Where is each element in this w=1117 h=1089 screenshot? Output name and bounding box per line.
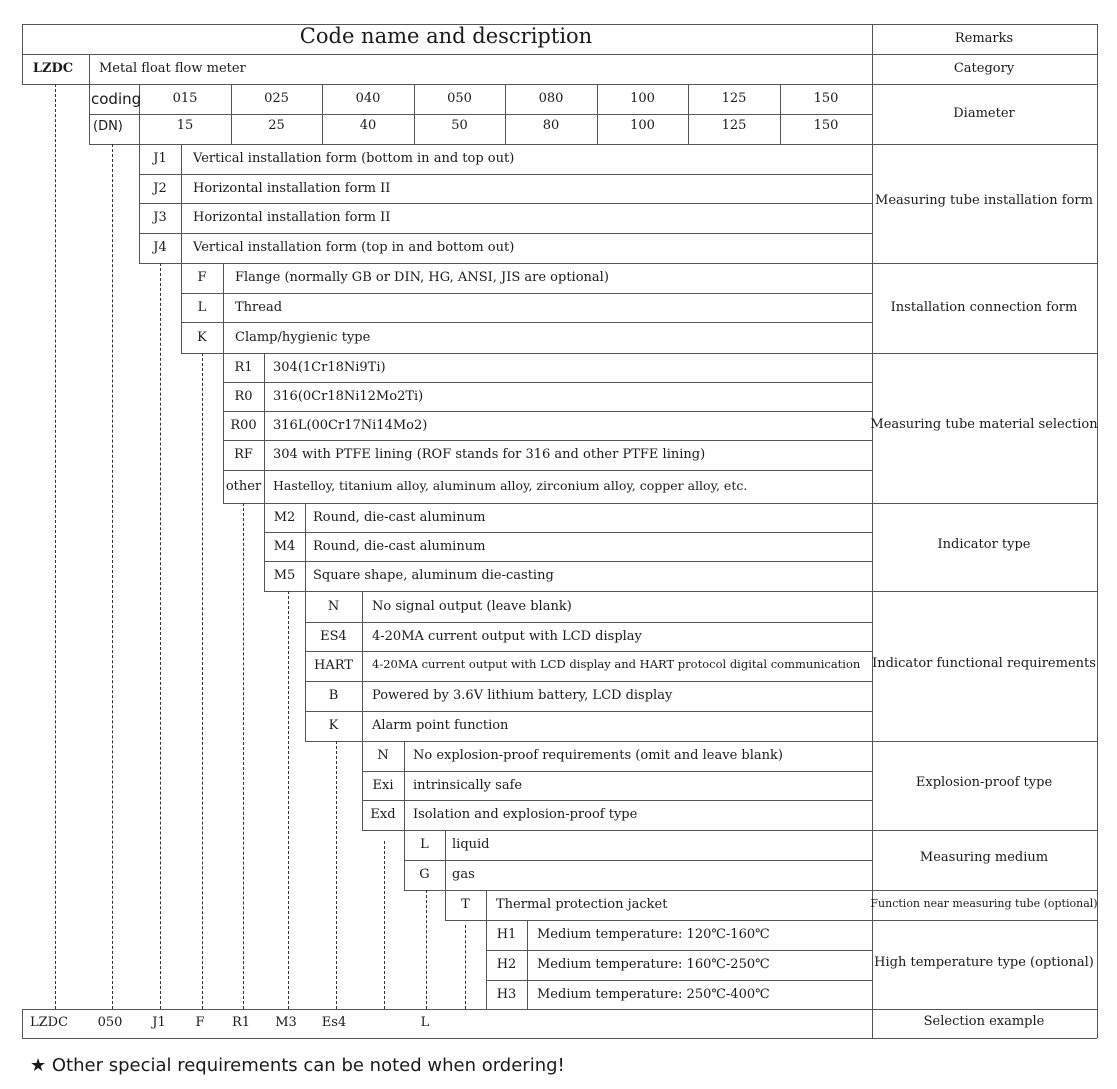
guide-tube-install: [160, 263, 161, 1009]
tube_install-row-rule: [139, 203, 872, 204]
tube_install-row-rule: [139, 174, 872, 175]
high_temp-code: H1: [496, 927, 517, 942]
jacket-remark: Function near measuring tube (optional): [870, 897, 1098, 910]
high_temp-description: Medium temperature: 250℃-400℃: [537, 986, 770, 1002]
function-row-rule: [305, 622, 872, 623]
explosion-row-rule: [362, 800, 872, 801]
indicator-left-border: [264, 503, 265, 591]
guide-diameter: [112, 144, 113, 1009]
material-row-rule: [223, 382, 872, 383]
function-row-rule: [305, 711, 872, 712]
high_temp-description: Medium temperature: 160℃-250℃: [537, 957, 770, 972]
indicator-description: Round, die-cast aluminum: [313, 509, 486, 525]
function-description: No signal output (leave blank): [372, 598, 572, 614]
remarks-row-rule: [872, 591, 1097, 592]
diameter-mid-rule: [89, 114, 872, 115]
explosion-code-divider: [404, 741, 405, 830]
tube_install-code: J2: [153, 180, 167, 196]
high_temp-code-divider: [527, 920, 528, 1009]
material-code: RF: [234, 447, 253, 462]
indicator-row-rule: [264, 561, 872, 562]
indicator-code: M5: [273, 568, 296, 583]
medium-code: L: [420, 837, 429, 852]
remarks-row-rule: [872, 503, 1097, 504]
diameter-code: 080: [538, 91, 564, 106]
diameter-col-rule: [231, 84, 232, 144]
example-value: Es4: [321, 1015, 347, 1030]
example-value: R1: [231, 1015, 251, 1030]
tube_install-description: Vertical installation form (top in and bottom out): [193, 240, 515, 255]
function-description: 4-20MA current output with LCD display and HART protocol digital communication: [372, 657, 861, 671]
diameter-col-rule: [597, 84, 598, 144]
category-bottom-rule: [22, 84, 872, 85]
indicator-row-rule: [264, 532, 872, 533]
indicator-code-divider: [305, 503, 306, 591]
explosion-description: intrinsically safe: [413, 777, 523, 793]
function-left-border: [305, 591, 306, 741]
function-row-rule: [305, 651, 872, 652]
medium-description: liquid: [452, 837, 490, 852]
function-row-rule: [305, 681, 872, 682]
explosion-code: Exi: [372, 777, 394, 793]
function-code: K: [328, 718, 339, 733]
remarks-row-rule: [872, 920, 1097, 921]
medium-description: gas: [452, 867, 475, 882]
diameter-dn: 100: [630, 118, 655, 133]
medium-row-rule: [404, 860, 872, 861]
function-code: B: [328, 688, 339, 703]
explosion-description: No explosion-proof requirements (omit and leave blank): [413, 748, 783, 763]
remarks-row-rule: [872, 54, 1097, 55]
indicator-code: M2: [273, 509, 296, 525]
function-code: HART: [314, 658, 353, 673]
diameter-bottom-rule: [89, 144, 872, 145]
high_temp-left-border: [486, 920, 487, 1009]
function-description: Powered by 3.6V lithium battery, LCD display: [372, 688, 673, 703]
function-description: 4-20MA current output with LCD display: [372, 628, 642, 644]
function-code: N: [327, 598, 340, 614]
guide-medium: [426, 890, 427, 1009]
example-value: F: [195, 1015, 205, 1030]
jacket-code-divider: [486, 890, 487, 920]
remarks-row-rule: [872, 144, 1097, 145]
material-row-rule: [223, 411, 872, 412]
jacket-row-rule: [445, 920, 872, 921]
material-code-divider: [264, 353, 265, 503]
high_temp-code: H3: [496, 986, 517, 1002]
explosion-code: Exd: [370, 807, 396, 822]
jacket-code: T: [461, 897, 470, 912]
diameter-code: 040: [355, 91, 381, 106]
high_temp-code: H2: [496, 957, 517, 972]
indicator-remark: Indicator type: [937, 537, 1031, 552]
diameter-dn: 50: [451, 118, 468, 133]
example-value: J1: [152, 1015, 166, 1030]
example-value: 050: [97, 1015, 123, 1030]
remarks-row-rule: [872, 741, 1097, 742]
high_temp-row-rule: [486, 950, 872, 951]
function-description: Alarm point function: [372, 718, 509, 733]
remarks-row-rule: [872, 353, 1097, 354]
guide-category: [55, 84, 56, 1009]
material-row-rule: [223, 440, 872, 441]
remarks-header: Remarks: [954, 31, 1014, 46]
remarks-row-rule: [872, 263, 1097, 264]
jacket-left-border: [445, 890, 446, 920]
connection-description: Clamp/hygienic type: [235, 329, 371, 345]
connection-code: F: [197, 270, 207, 285]
connection-code: K: [197, 329, 207, 345]
explosion-description: Isolation and explosion-proof type: [413, 807, 638, 822]
left-border-lower: [22, 1009, 23, 1038]
material-description: Hastelloy, titanium alloy, aluminum alloy, zirconium alloy, copper alloy, etc.: [273, 477, 748, 493]
material-remark: Measuring tube material selection: [870, 417, 1098, 432]
material-code: R0: [234, 388, 253, 404]
medium-code: G: [419, 867, 430, 882]
function-code: ES4: [320, 628, 347, 644]
diameter-col-rule: [688, 84, 689, 144]
category-top-rule: [22, 54, 872, 55]
diameter-dn: 15: [176, 118, 194, 133]
diameter-code: 015: [172, 91, 198, 106]
right-border: [1097, 24, 1098, 1038]
high_temp-remark: High temperature type (optional): [874, 955, 1094, 970]
tube_install-code: J3: [153, 210, 167, 225]
material-left-border: [223, 353, 224, 503]
diameter-col-rule: [780, 84, 781, 144]
diameter-dn: 40: [359, 118, 377, 133]
tube_install-row-rule: [139, 263, 872, 264]
explosion-code: N: [377, 748, 389, 763]
material-row-rule: [223, 470, 872, 471]
coding-label: coding: [91, 90, 142, 108]
connection-left-border: [181, 263, 182, 353]
connection-code: L: [197, 299, 207, 315]
material-description: 304(1Cr18Ni9Ti): [273, 359, 386, 375]
indicator-row-rule: [264, 591, 872, 592]
guide-connection: [202, 353, 203, 1009]
diameter-dn: 150: [813, 118, 839, 133]
footnote: ★ Other special requirements can be noted when ordering!: [30, 1055, 565, 1076]
example-value: LZDC: [29, 1015, 69, 1030]
connection-code-divider: [223, 263, 224, 353]
material-code: other: [225, 478, 262, 494]
medium-remark: Measuring medium: [919, 850, 1049, 865]
guide-material: [243, 503, 244, 1009]
remarks-row-rule: [872, 84, 1097, 85]
connection-row-rule: [181, 322, 872, 323]
diameter-code: 050: [447, 91, 472, 106]
diameter-dn: 125: [721, 118, 747, 133]
diameter-remark: Diameter: [953, 106, 1015, 121]
connection-row-rule: [181, 293, 872, 294]
diameter-col-rule: [322, 84, 323, 144]
guide-function: [336, 741, 337, 1009]
example-top-rule: [22, 1009, 872, 1010]
diameter-dn: 25: [268, 118, 285, 133]
material-description: 316(0Cr18Ni12Mo2Ti): [273, 388, 424, 404]
guide-jacket: [465, 925, 466, 1009]
indicator-description: Square shape, aluminum die-casting: [313, 568, 554, 583]
explosion-row-rule: [362, 771, 872, 772]
material-description: 316L(00Cr17Ni14Mo2): [273, 417, 428, 433]
material-code: R00: [230, 417, 257, 433]
tube_install-code: J1: [153, 151, 167, 166]
category-code-divider: [89, 54, 90, 84]
material-description: 304 with PTFE lining (ROF stands for 316 and other PTFE lining): [273, 447, 706, 462]
jacket-description: Thermal protection jacket: [496, 897, 668, 912]
category-description: Metal float flow meter: [99, 61, 246, 76]
diameter-col-rule: [505, 84, 506, 144]
category-remark: Category: [953, 61, 1015, 76]
tube_install-description: Horizontal installation form II: [193, 210, 391, 225]
high_temp-row-rule: [486, 980, 872, 981]
connection-remark: Installation connection form: [890, 300, 1078, 315]
explosion-remark: Explosion-proof type: [915, 775, 1053, 790]
category-code: LZDC: [32, 61, 74, 76]
diameter-code: 100: [630, 91, 655, 106]
remarks-row-rule: [872, 830, 1097, 831]
tube_install-description: Vertical installation form (bottom in and top out): [193, 151, 515, 166]
diameter-code: 125: [721, 91, 747, 106]
remarks-row-rule: [872, 890, 1097, 891]
medium-row-rule: [404, 890, 872, 891]
indicator-code: M4: [273, 538, 296, 554]
tube_install-row-rule: [139, 233, 872, 234]
example-remark: Selection example: [923, 1014, 1045, 1029]
diameter-code: 150: [813, 91, 839, 106]
example-value: M3: [275, 1015, 297, 1030]
explosion-row-rule: [362, 830, 872, 831]
remarks-row-rule: [872, 1009, 1097, 1010]
tube_install-remark: Measuring tube installation form: [875, 193, 1093, 208]
tube_install-code: J4: [153, 240, 167, 255]
diameter-col-rule: [414, 84, 415, 144]
example-value: L: [420, 1015, 430, 1030]
explosion-left-border: [362, 741, 363, 830]
high_temp-description: Medium temperature: 120℃-160℃: [537, 927, 770, 942]
material-row-rule: [223, 503, 872, 504]
connection-description: Flange (normally GB or DIN, HG, ANSI, JIS are optional): [235, 270, 609, 285]
guide-explosion: [384, 841, 385, 1009]
material-code: R1: [234, 359, 253, 375]
dn-label: (DN): [93, 119, 123, 134]
diameter-code: 025: [264, 91, 289, 106]
connection-row-rule: [181, 353, 872, 354]
guide-indicator: [288, 591, 289, 1009]
function-row-rule: [305, 741, 872, 742]
indicator-description: Round, die-cast aluminum: [313, 538, 486, 554]
remarks-column-border: [872, 24, 873, 1038]
diameter-dn: 80: [542, 118, 560, 133]
function-remark: Indicator functional requirements: [872, 656, 1096, 671]
function-code-divider: [362, 591, 363, 741]
tube_install-description: Horizontal installation form II: [193, 180, 391, 196]
connection-description: Thread: [235, 299, 283, 315]
table-title: Code name and description: [299, 24, 593, 48]
table-bottom-border: [22, 1038, 1097, 1039]
